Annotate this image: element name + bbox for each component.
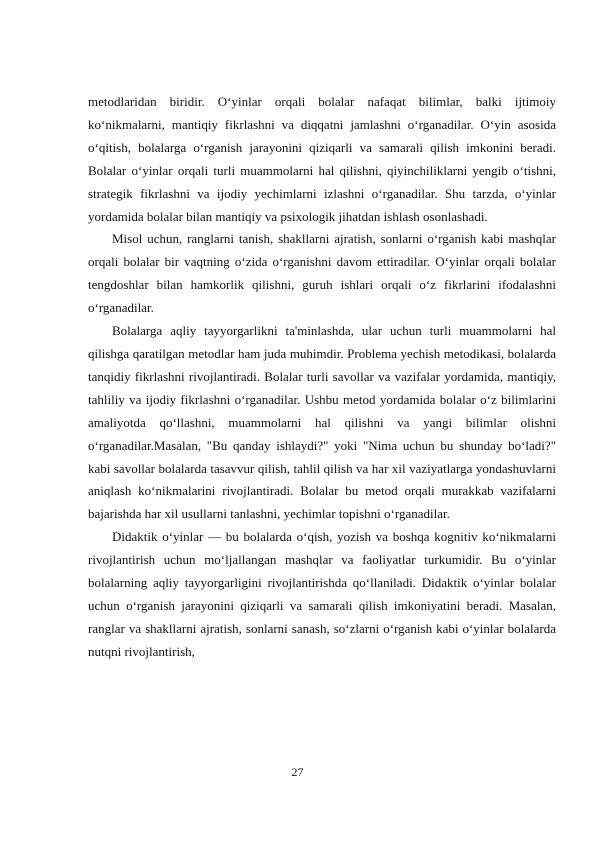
paragraph-3: Bolalarga aqliy tayyorgarlikni ta'minlashda, ular uchun turli muammolarni hal qilishga qaratilgan metodlar ham juda muhimdir. Problema yechish metodikasi, bolalarda tanqidiy fikrlashni rivojlantiradi. Bolalar turli savollar va vazifalar yordamida, mantiqiy, tahliliy va ijodiy fikrlashni o‘rganadilar. Ushbu metod yordamida bolalar o‘z bilimlarini amaliyotda qo‘llashni, muammolarni hal qilishni va yangi bilimlar olishni o‘rganadilar.Masalan, "Bu qanday ishlaydi?" yoki "Nima uchun bu shunday bo‘ladi?" kabi savollar bolalarda tasavvur qilish, tahlil qilish va har xil vaziyatlarga yondashuvlarni aniqlash ko‘nikmalarini rivojlantiradi. Bolalar bu metod orqali murakkab vazifalarni bajarishda har xil usullarni tanlashni, yechimlar topishni o‘rganadilar. [88, 323, 556, 522]
page-number: 27 [291, 765, 304, 779]
paragraph-4: Didaktik o‘yinlar — bu bolalarda o‘qish, yozish va boshqa kognitiv ko‘nikmalarni rivojlantirish uchun mo‘ljallangan mashqlar va faoliyatlar turkumidir. Bu o‘yinlar bolalarning aqliy tayyorgarligini rivojlantirishda qo‘llaniladi. Didaktik o‘yinlar bolalar uchun o‘rganish jarayonini qiziqarli va samarali qilish imkoniyatini beradi. Masalan, ranglar va shakllarni ajratish, sonlarni sanash, so‘zlarni o‘rganish kabi o‘yinlar bolalarda nutqni rivojlantirish, [88, 529, 556, 659]
paragraph-1: metodlaridan biridir. O‘yinlar orqali bolalar nafaqat bilimlar, balki ijtimoiy ko‘nikmalarni, mantiqiy fikrlashni va diqqatni jamlashni o‘rganadilar. O‘yin asosida o‘qitish, bolalarga o‘rganish jarayonini qiziqarli va samarali qilish imkonini beradi. Bolalar o‘yinlar orqali turli muammolarni hal qilishni, qiyinchiliklarni yengib o‘tishni, strategik fikrlashni va ijodiy yechimlarni izlashni o‘rganadilar. Shu tarzda, o‘yinlar yordamida bolalar bilan mantiqiy va psixologik jihatdan ishlash osonlashadi. [88, 94, 556, 224]
document-page [88, 91, 556, 664]
paragraph-2: Misol uchun, ranglarni tanish, shakllarni ajratish, sonlarni o‘rganish kabi mashqlar orqali bolalar bir vaqtning o‘zida o‘rganishni davom ettiradilar. O‘yinlar orqali bolalar tengdoshlar bilan hamkorlik qilishni, guruh ishlari orqali o‘z fikrlarini ifodalashni o‘rganadilar. [88, 231, 556, 316]
